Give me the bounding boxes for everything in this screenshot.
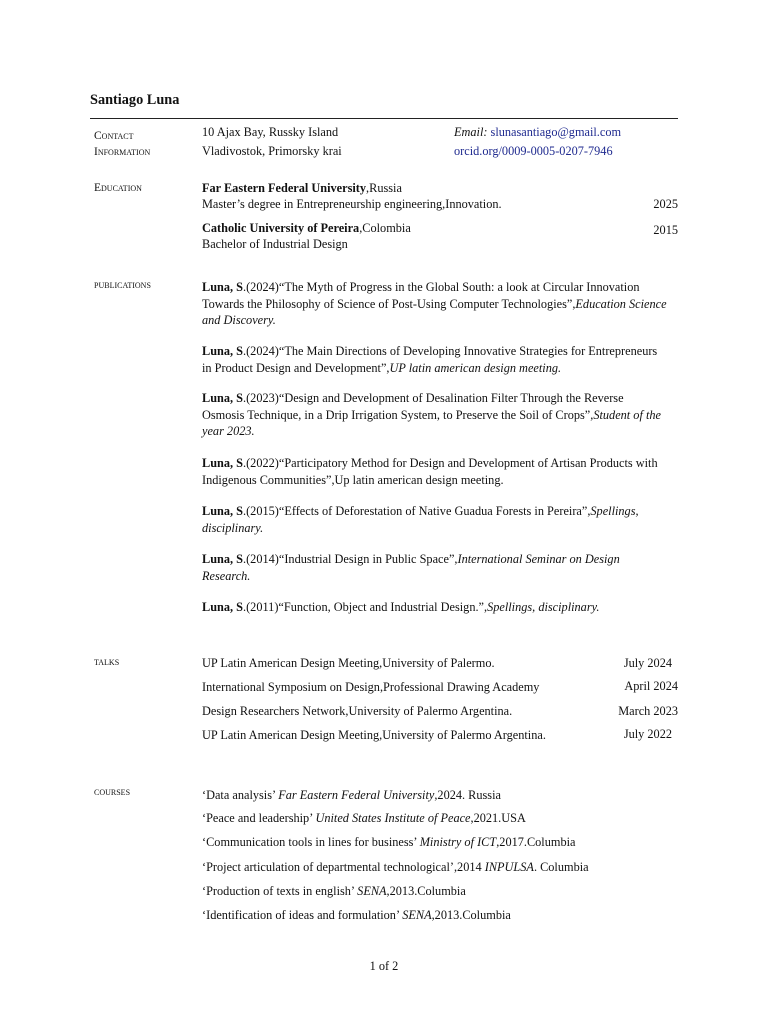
page-number: 1 of 2 — [369, 959, 399, 973]
publication-year: .(2011) — [243, 600, 279, 614]
course-organization: Ministry of ICT — [419, 835, 497, 849]
publication-author: Luna, S — [202, 456, 244, 470]
course-details: ,2021.USA — [470, 811, 526, 825]
publication-item — [202, 455, 668, 488]
email-row — [454, 124, 621, 141]
talk-date: July 2022 — [623, 727, 672, 741]
education-entry-1-degree: Master’s degree in Entrepreneurship engineering,Innovation. — [202, 197, 502, 211]
email-label: Email: — [454, 125, 488, 139]
publication-venue: Student of the year 2023. — [202, 407, 661, 439]
course-details: ,2013.Columbia — [386, 884, 466, 898]
publication-year: .(2015) — [243, 504, 279, 518]
course-item — [202, 787, 501, 804]
publication-venue: UP latin american design meeting. — [389, 360, 562, 375]
publication-title: “Design and Development of Desalination Filter Through the Reverse Osmosis Technique, in a Drip Irrigation System, to Preserve the Soil of Crops”, — [202, 391, 624, 422]
talk-event: International Symposium on Design,Professional Drawing Academy — [202, 680, 540, 694]
course-item — [202, 834, 575, 851]
publication-author: Luna, S — [202, 344, 244, 358]
section-label-contact-line2: Information — [94, 146, 151, 159]
publication-title: “Effects of Deforestation of Native Guadua Forests in Pereira”, — [278, 504, 591, 518]
course-organization: SENA — [402, 908, 432, 922]
talk-date: April 2024 — [624, 679, 678, 693]
course-organization: United States Institute of Peace — [315, 811, 471, 825]
course-details: ,2017.Columbia — [496, 835, 576, 849]
talk-date: March 2023 — [618, 704, 678, 718]
publication-year: .(2024) — [243, 280, 279, 294]
education-entry-2-degree: Bachelor of Industrial Design — [202, 237, 348, 251]
orcid-link[interactable]: orcid.org/0009-0005-0207-7946 — [454, 144, 613, 158]
course-details: . Columbia — [533, 860, 589, 874]
header-rule — [90, 118, 678, 119]
talk-event: Design Researchers Network,University of Palermo Argentina. — [202, 704, 513, 718]
education-entry-1-institution: Far Eastern Federal University — [202, 181, 367, 195]
education-entry-1-country: ,Russia — [366, 181, 402, 195]
publication-venue: International Seminar on Design Research. — [202, 552, 620, 583]
publication-title: “Industrial Design in Public Space”, — [278, 552, 458, 566]
course-organization: SENA — [357, 884, 387, 898]
publication-item — [202, 343, 668, 376]
course-item — [202, 883, 466, 900]
course-title: ‘Identification of ideas and formulation’ — [202, 908, 403, 922]
education-entry-2-institution-line — [202, 220, 411, 237]
publication-year: .(2022) — [243, 456, 279, 470]
publication-item — [202, 279, 668, 329]
course-title: ‘Data analysis’ — [202, 788, 279, 802]
address-line-2: Vladivostok, Primorsky krai — [202, 144, 342, 158]
education-entry-2-year: 2015 — [653, 223, 678, 237]
course-title: ‘Peace and leadership’ — [202, 811, 316, 825]
section-label-publications: publications — [94, 279, 151, 291]
publication-item — [202, 551, 668, 584]
publication-venue: Education Science and Discovery. — [202, 296, 667, 328]
publication-year: .(2014) — [243, 552, 279, 566]
publication-title: “The Main Directions of Developing Innovative Strategies for Entrepreneurs in Product Design and Development”, — [202, 344, 658, 375]
course-organization: Far Eastern Federal University — [278, 788, 435, 802]
publication-venue: Spellings, disciplinary. — [487, 600, 600, 614]
talk-event: UP Latin American Design Meeting,University of Palermo. — [202, 656, 495, 670]
publication-item — [202, 503, 668, 536]
publication-title: “The Myth of Progress in the Global South: a look at Circular Innovation Towards the Philosophy of Science of Post-Using Computer Technologies”, — [202, 280, 640, 311]
course-item — [202, 907, 511, 924]
course-item — [202, 859, 589, 876]
section-label-education: Education — [94, 182, 142, 194]
publication-item — [202, 390, 668, 440]
publication-year: .(2024) — [243, 344, 279, 358]
cv-name: Santiago Luna — [90, 92, 180, 108]
publication-author: Luna, S — [202, 280, 244, 294]
publication-author: Luna, S — [202, 504, 244, 518]
section-label-talks: talks — [94, 656, 120, 668]
education-entry-2-institution: Catholic University of Pereira — [202, 221, 360, 235]
publication-item — [202, 599, 668, 616]
publication-author: Luna, S — [202, 552, 244, 566]
education-entry-2-country: ,Colombia — [359, 221, 411, 235]
course-title: ‘Communication tools in lines for business’ — [202, 835, 420, 849]
education-entry-1-year: 2025 — [653, 197, 678, 211]
address-line-1: 10 Ajax Bay, Russky Island — [202, 125, 339, 139]
course-title: ‘Production of texts in english’ — [202, 884, 358, 898]
course-organization: INPULSA — [484, 860, 534, 874]
course-item — [202, 810, 526, 827]
publication-title: “Function, Object and Industrial Design.”, — [278, 600, 488, 614]
section-label-courses: courses — [94, 786, 131, 798]
talk-date: July 2024 — [623, 656, 672, 670]
section-label-contact-line1: Contact — [94, 130, 134, 142]
course-details: ,2013.Columbia — [431, 908, 511, 922]
course-details: ,2024. Russia — [434, 788, 501, 802]
publication-author: Luna, S — [202, 600, 244, 614]
education-entry-1-institution-line — [202, 180, 402, 197]
publication-venue: Spellings, disciplinary. — [202, 504, 639, 535]
course-title: ‘Project articulation of departmental technological’,2014 — [202, 860, 485, 874]
section-label-contact — [94, 128, 150, 160]
publication-year: .(2023) — [243, 391, 279, 405]
email-link[interactable]: slunasantiago@gmail.com — [490, 125, 622, 139]
publication-author: Luna, S — [202, 391, 244, 405]
talk-event: UP Latin American Design Meeting,University of Palermo Argentina. — [202, 728, 546, 742]
publication-title: “Participatory Method for Design and Development of Artisan Products with Indigenous Communities”,Up latin american design meeting. — [202, 456, 658, 487]
